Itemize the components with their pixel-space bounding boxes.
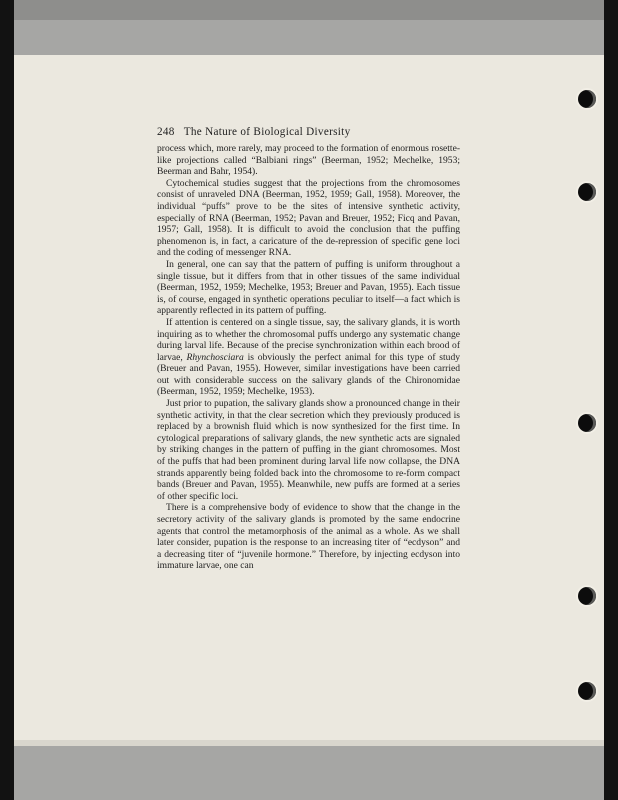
page-number: 248: [157, 126, 175, 138]
body-text: [157, 143, 460, 572]
paragraph: [157, 317, 460, 398]
paragraph-text: If attention is centered on a single tissue, say, the salivary glands, it is worth inquiring as to whether the chromosomal puffs undergo any systematic change during larval life. Because of the precise synchronization within each brood of larvae,: [157, 316, 460, 363]
binder-hole-icon: [578, 183, 596, 201]
paragraph: There is a comprehensive body of evidence to show that the change in the secretory activity of the salivary glands is promoted by the same endocrine agents that control the metamorphosis of the animal as a whole. As we shall later consider, pupation is the response to an increasing titer of “ecdyson” and a decreasing titer of “juvenile hormone.” Therefore, by injecting ecdyson into immature larvae, one can: [157, 502, 460, 572]
binder-hole-icon: [578, 682, 596, 700]
book-title: The Nature of Biological Diversity: [183, 126, 351, 138]
page-bottom-edge: [14, 740, 604, 746]
species-name: Rhynchosciara: [186, 351, 244, 363]
paragraph: Cytochemical studies suggest that the projections from the chromosomes consist of unraveled DNA (Beerman, 1952, 1959; Gall, 1958). Moreover, the individual “puffs” prove to be the sites of intensive synthetic activity, especially of RNA (Beerman, 1952; Pavan and Breuer, 1952; Ficq and Pavan, 1957; Gall, 1958). It is difficult to avoid the conclusion that the puffing phenomenon is, in fact, a caricature of the de-repression of specific gene loci and the coding of messenger RNA.: [157, 177, 460, 259]
paragraph-text: is obviously the perfect animal for this type of study (Breuer and Pavan, 1955). However, similar investigations have been carried out with considerable success on the salivary glands of the Chironomidae (Beerman, 1952, 1959; Mechelke, 1953).: [157, 351, 460, 398]
binder-hole-icon: [578, 587, 596, 605]
running-head: [157, 126, 350, 138]
paragraph: process which, more rarely, may proceed to the formation of enormous rosette-like projections called “Balbiani rings” (Beerman, 1952; Mechelke, 1953; Beerman and Bahr, 1954).: [157, 143, 460, 178]
backing-sheet-top: [14, 0, 604, 20]
binder-hole-icon: [578, 90, 596, 108]
binder-hole-icon: [578, 414, 596, 432]
paragraph: Just prior to pupation, the salivary glands show a pronounced change in their synthetic activity, in that the clear secretion which they previously produced is replaced by a brownish fluid which is now synthesized for the first time. In cytological preparations of salivary glands, the new synthetic acts are signaled by striking changes in the pattern of puffing in the giant chromosomes. Most of the puffs that had been prominent during larval life now collapse, the DNA strands apparently being folded back into the chromosome to re-form compact bands (Breuer and Pavan, 1955). Meanwhile, new puffs are formed at a series of other specific loci.: [157, 398, 460, 502]
paragraph: In general, one can say that the pattern of puffing is uniform throughout a single tissue, but it differs from that in other tissues of the same individual (Beerman, 1952, 1959; Mechelke, 1953; Breuer and Pavan, 1955). Each tissue is, of course, engaged in synthetic operations peculiar to itself—a fact which is apparently reflected in its pattern of puffing.: [157, 258, 460, 317]
